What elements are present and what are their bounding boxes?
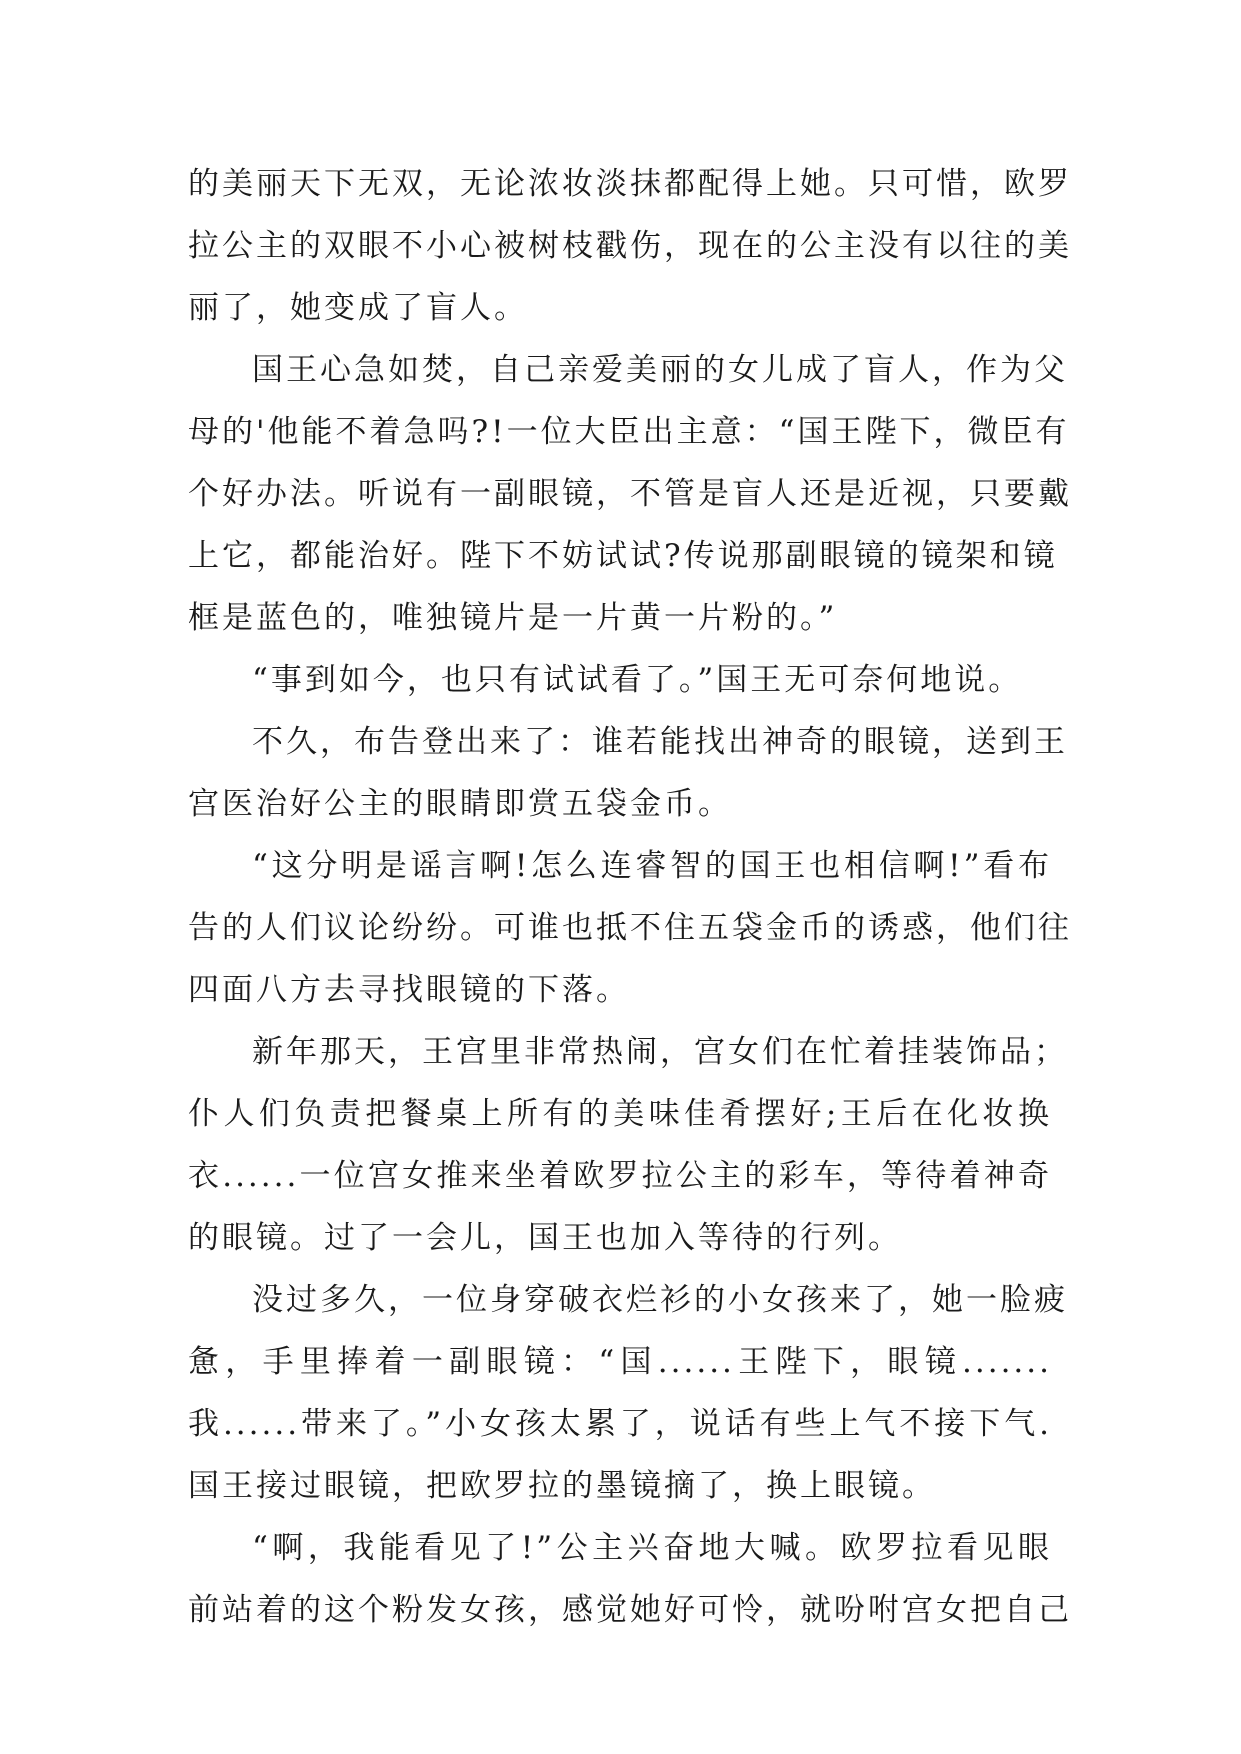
text-line: 国王接过眼镜，把欧罗拉的墨镜摘了，换上眼镜。 bbox=[188, 1468, 936, 1504]
text-line: 仆人们负责把餐桌上所有的美味佳肴摆好;王后在化妆换 bbox=[188, 1096, 1052, 1132]
paragraph-first-line: 国王心急如焚，自己亲爱美丽的女儿成了盲人，作为父 bbox=[252, 352, 1068, 388]
text-line: 母的'他能不着急吗?!一位大臣出主意：“国王陛下，微臣有 bbox=[188, 414, 1070, 450]
text-line: 的美丽天下无双，无论浓妆淡抹都配得上她。只可惜，欧罗 bbox=[188, 166, 1072, 202]
paragraph-first-line: “这分明是谣言啊!怎么连睿智的国王也相信啊!”看布 bbox=[252, 848, 1052, 884]
text-line: 我......带来了。”小女孩太累了，说话有些上气不接下气. bbox=[188, 1406, 1052, 1442]
text-line: 个好办法。听说有一副眼镜，不管是盲人还是近视，只要戴 bbox=[188, 476, 1072, 512]
paragraph-first-line: “事到如今，也只有试试看了。”国王无可奈何地说。 bbox=[252, 662, 1023, 698]
paragraph-first-line: 没过多久，一位身穿破衣烂衫的小女孩来了，她一脸疲 bbox=[252, 1282, 1068, 1318]
text-line: 宫医治好公主的眼睛即赏五袋金币。 bbox=[188, 786, 732, 822]
paragraph-first-line: “啊，我能看见了!”公主兴奋地大喊。欧罗拉看见眼 bbox=[252, 1530, 1052, 1566]
text-line: 告的人们议论纷纷。可谁也抵不住五袋金币的诱惑，他们往 bbox=[188, 910, 1072, 946]
text-line: 上它，都能治好。陛下不妨试试?传说那副眼镜的镜架和镜 bbox=[188, 538, 1058, 574]
text-line: 拉公主的双眼不小心被树枝戳伤，现在的公主没有以往的美 bbox=[188, 228, 1072, 264]
document-body bbox=[188, 153, 1072, 1641]
text-line: 的眼镜。过了一会儿，国王也加入等待的行列。 bbox=[188, 1220, 902, 1256]
paragraph-first-line: 新年那天，王宫里非常热闹，宫女们在忙着挂装饰品； bbox=[252, 1034, 1068, 1070]
paragraph-first-line: 不久，布告登出来了：谁若能找出神奇的眼镜，送到王 bbox=[252, 724, 1068, 760]
text-line: 前站着的这个粉发女孩，感觉她好可怜，就吩咐宫女把自己 bbox=[188, 1592, 1072, 1628]
text-line: 框是蓝色的，唯独镜片是一片黄一片粉的。” bbox=[188, 600, 838, 636]
text-line: 衣......一位宫女推来坐着欧罗拉公主的彩车，等待着神奇 bbox=[188, 1158, 1052, 1194]
text-line: 四面八方去寻找眼镜的下落。 bbox=[188, 972, 630, 1008]
text-line: 丽了，她变成了盲人。 bbox=[188, 290, 528, 326]
text-line: 惫，手里捧着一副眼镜：“国......王陛下，眼镜....... bbox=[188, 1344, 1052, 1380]
